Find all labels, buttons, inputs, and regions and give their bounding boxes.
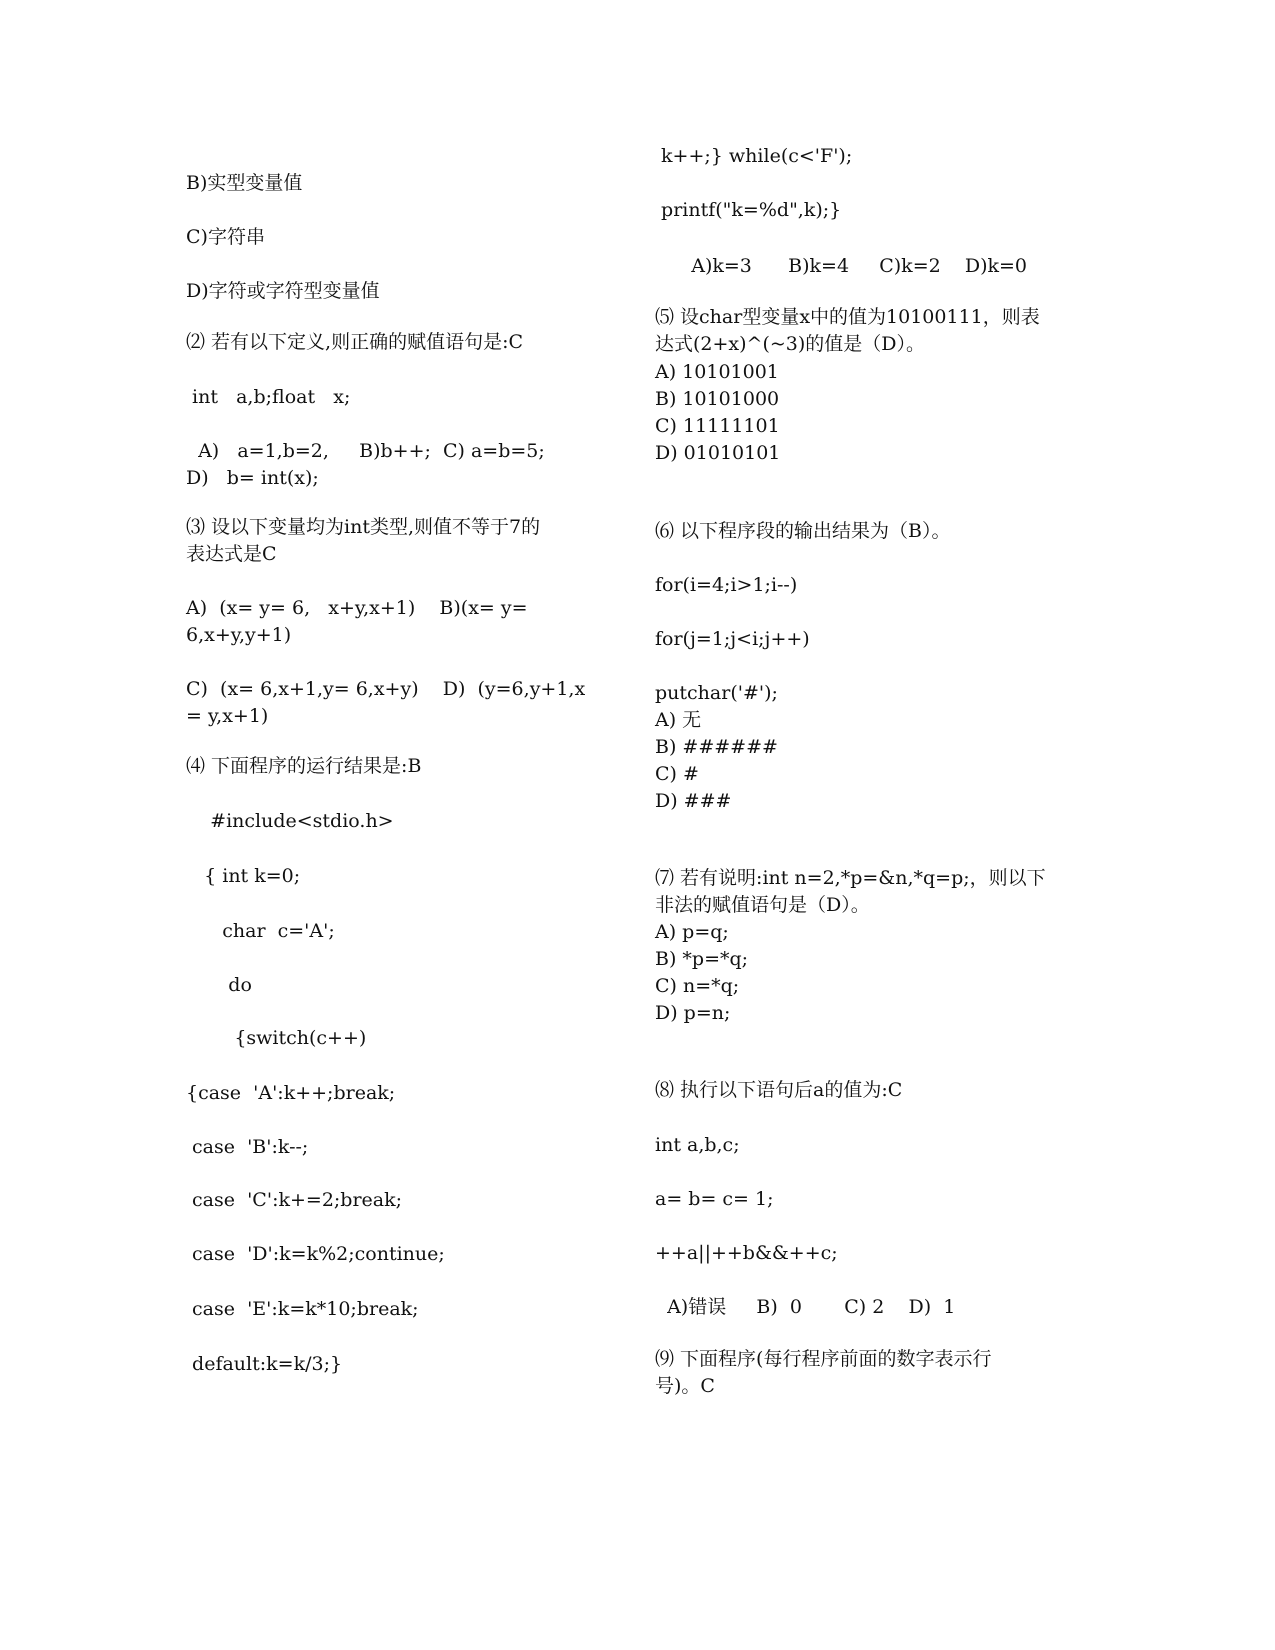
question-25-option-c: C) 11111101 [655, 415, 780, 437]
question-23-options-line1: A) (x= y= 6, x+y,x+1) B)(x= y= [186, 597, 528, 619]
code-line: char c='A'; [186, 920, 335, 942]
code-line: do [186, 974, 252, 996]
code-line: case 'D':k=k%2;continue; [186, 1243, 445, 1265]
code-line: { int k=0; [186, 865, 301, 887]
question-28-stem: ⑻ 执行以下语句后a的值为:C [655, 1079, 903, 1101]
code-line: putchar('#'); [655, 682, 778, 704]
question-27-option-b: B) *p=*q; [655, 948, 749, 970]
question-22-options-line1: A) a=1,b=2, B)b++; C) a=b=5; [186, 440, 545, 462]
code-line: a= b= c= 1; [655, 1188, 774, 1210]
question-29-stem-line1: ⑼ 下面程序(每行程序前面的数字表示行 [655, 1348, 992, 1370]
question-26-option-b: B) ###### [655, 736, 778, 758]
question-27-option-d: D) p=n; [655, 1002, 731, 1024]
code-line: printf("k=%d",k);} [655, 199, 842, 221]
question-22-code: int a,b;float x; [186, 386, 351, 408]
question-22-stem: ⑵ 若有以下定义,则正确的赋值语句是:C [186, 331, 524, 353]
code-line: for(i=4;i>1;i--) [655, 574, 798, 596]
option-c-string: C)字符串 [186, 226, 265, 248]
option-d-char-value: D)字符或字符型变量值 [186, 280, 380, 302]
question-26-option-d: D) ### [655, 790, 732, 812]
question-23-stem-line1: ⑶ 设以下变量均为int类型,则值不等于7的 [186, 516, 541, 538]
question-25-stem-line1: ⑸ 设char型变量x中的值为10100111，则表 [655, 306, 1040, 328]
question-27-stem-line1: ⑺ 若有说明:int n=2,*p=&n,*q=p;，则以下 [655, 867, 1046, 889]
option-b-real-variable: B)实型变量值 [186, 172, 303, 194]
code-line: default:k=k/3;} [186, 1353, 343, 1375]
question-26-stem: ⑹ 以下程序段的输出结果为（B）。 [655, 520, 951, 542]
code-line: case 'E':k=k*10;break; [186, 1298, 419, 1320]
question-23-options-line2: 6,x+y,y+1) [186, 624, 292, 646]
question-26-option-a: A) 无 [655, 709, 702, 731]
code-line: for(j=1;j<i;j++) [655, 628, 810, 650]
question-24-options: A)k=3 B)k=4 C)k=2 D)k=0 [655, 255, 1028, 277]
question-27-stem-line2: 非法的赋值语句是（D）。 [655, 894, 870, 916]
question-24-stem: ⑷ 下面程序的运行结果是:B [186, 755, 422, 777]
code-line: int a,b,c; [655, 1134, 740, 1156]
code-line: case 'C':k+=2;break; [186, 1189, 403, 1211]
question-26-option-c: C) # [655, 763, 699, 785]
code-line: k++;} while(c<'F'); [655, 145, 853, 167]
question-25-option-a: A) 10101001 [655, 361, 779, 383]
question-23-stem-line2: 表达式是C [186, 543, 277, 565]
question-23-options-line4: = y,x+1) [186, 705, 269, 727]
question-25-option-d: D) 01010101 [655, 442, 781, 464]
question-27-option-c: C) n=*q; [655, 975, 740, 997]
code-line: #include<stdio.h> [186, 810, 394, 832]
code-line: case 'B':k--; [186, 1136, 309, 1158]
question-25-stem-line2: 达式(2+x)^(~3)的值是（D）。 [655, 333, 926, 355]
question-22-options-line2: D) b= int(x); [186, 467, 319, 489]
code-line: {case 'A':k++;break; [186, 1082, 396, 1104]
question-23-options-line3: C) (x= 6,x+1,y= 6,x+y) D) (y=6,y+1,x [186, 678, 586, 700]
question-29-stem-line2: 号)。C [655, 1375, 715, 1397]
question-27-option-a: A) p=q; [655, 921, 729, 943]
code-line: {switch(c++) [186, 1027, 367, 1049]
question-28-options: A)错误 B) 0 C) 2 D) 1 [655, 1296, 956, 1318]
code-line: ++a||++b&&++c; [655, 1242, 838, 1264]
question-25-option-b: B) 10101000 [655, 388, 780, 410]
